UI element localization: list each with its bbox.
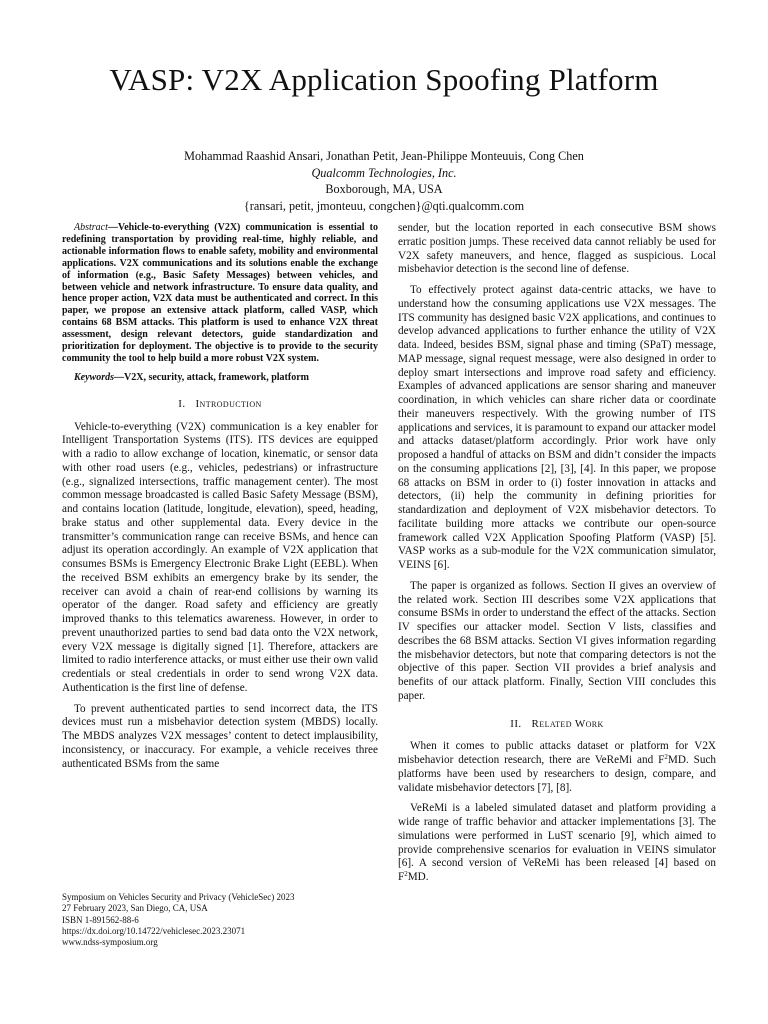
paragraph: sender, but the location reported in each consecutive BSM shows erratic position jumps. These received data cannot reliably be used for V2X safety maneuvers, and hence, flagged as suspicious. Local misbehavior detection is the second line of defense. <box>398 222 716 276</box>
footnote-doi-link[interactable]: https://dx.doi.org/10.14722/vehiclesec.2023.23071 <box>62 925 246 936</box>
superscript: 2 <box>664 753 668 761</box>
section-title: Related Work <box>531 717 604 730</box>
keywords <box>62 372 378 384</box>
footnote-line: 27 February 2023, San Diego, CA, USA <box>62 903 208 914</box>
footnote-line: Symposium on Vehicles Security and Privacy (VehicleSec) 2023 <box>62 892 295 902</box>
paper-title: VASP: V2X Application Spoofing Platform <box>109 62 659 97</box>
footnote-website-link[interactable]: www.ndss-symposium.org <box>62 937 158 948</box>
abstract-text: —Vehicle-to-everything (V2X) communication is essential to redefining transportation by providing real-time, highly reliable, and actionable information flows to enable safety, mobility and environmental applications. V2X communications and its solutions enable the exchange of information (e.g., Basic Safety Messages) between vehicles, and between vehicle and network infrastructure. To ensure data quality, and hence proper action, V2X data must be authenticated and correct. In this paper, we propose an extensive attack platform, called VASP, which contains 68 BSM attacks. This platform is used to enhance V2X threat assessment, design relevant detectors, guide standardization and prioritization for deployment. The objective is to provide to the security community the tool to help build a more robust V2X system. <box>62 222 378 364</box>
text-run: MD. Such platforms have been used by researchers to design, compare, and validate misbehavior detectors [7], [8]. <box>398 754 717 794</box>
right-column <box>398 222 716 892</box>
section-heading-introduction <box>62 398 378 412</box>
abstract-label: Abstract <box>74 222 108 233</box>
text-run: MD. <box>407 871 429 883</box>
superscript: 2 <box>404 870 408 878</box>
paragraph: The paper is organized as follows. Section II gives an overview of the related work. Section III describes some V2X applications that consume BSMs in order to understand the effect of the attacks. Section IV specifies our attacker model. Section V lists, classifies and describes the 68 BSM attacks. Section VI gives information regarding the misbehavior detectors, but note that comparing detectors is not the objective of this paper. Section VII provides a brief analysis and benefits of our attack platform. Finally, Section VIII concludes this paper. <box>398 579 716 702</box>
author-names: Mohammad Raashid Ansari, Jonathan Petit, Jean-Philippe Monteuuis, Cong Chen <box>184 149 584 163</box>
footnote <box>62 892 378 948</box>
section-heading-related-work <box>398 718 716 732</box>
abstract <box>62 222 378 365</box>
paragraph <box>398 802 716 885</box>
text-run: VeReMi is a labeled simulated dataset and platform providing a wide range of traffic behavior and attacker implementations [3]. The simulations were performed in LuST scenario [9], which aimed to provide comprehensive scenarios for evaluation in VEINS simulator [6]. A second version of VeReMi has been released [4] based on F <box>398 802 716 883</box>
left-column <box>62 222 378 778</box>
text-run: When it comes to public attacks dataset or platform for V2X misbehavior detection research, there are VeReMi and F <box>398 740 716 766</box>
section-title: Introduction <box>195 397 262 410</box>
affiliation: Qualcomm Technologies, Inc. <box>311 165 457 180</box>
paragraph <box>398 740 716 795</box>
section-number: I. <box>178 397 186 410</box>
paragraph: Vehicle-to-everything (V2X) communication is a key enabler for Intelligent Transportation Systems (ITS). ITS devices are equipped with a radio to allow exchange of location, kinematic, or sensor data with other road users (e.g., vehicles, pedestrians) or infrastructure (e.g., signalized intersections, traffic management center). The most common message broadcasted is called Basic Safety Message (BSM), and contains location (latitude, longitude, elevation), speed, heading, brake status and other supplemental data. Every device in the transmitter’s communication range can receive BSMs, and hence can adjust its operation accordingly. An example of V2X application that consumes BSMs is Emergency Electronic Brake Light (EEBL). When the received BSM exhibits an emergency brake by its sender, the receiver can avoid a chain of rear-end collisions by warning its operator of the danger. Road safety and efficiency are greatly improved thanks to this telematics awareness. However, in order to prevent unauthorized parties to send bad data onto the V2X network, every V2X message is digitally signed [1]. Therefore, attackers are limited to radio interference attacks, or must either use their own valid credentials or steal credentials in order to send wrong V2X data. Authentication is the first line of defense. <box>62 420 378 694</box>
keywords-text: —V2X, security, attack, framework, platform <box>114 371 309 383</box>
emails: {ransari, petit, jmonteuu, congchen}@qti.qualcomm.com <box>243 198 525 213</box>
paragraph: To prevent authenticated parties to send incorrect data, the ITS devices must run a misbehavior detection system (MBDS) locally. The MBDS analyzes V2X messages’ content to detect implausibility, inconsistency, or inaccuracy. For example, a vehicle receives three authenticated BSMs from the same <box>62 702 378 770</box>
location: Boxborough, MA, USA <box>325 182 443 196</box>
footnote-line: ISBN 1-891562-88-6 <box>62 914 139 925</box>
paragraph: To effectively protect against data-centric attacks, we have to understand how the consuming applications use V2X messages. The ITS community has designed basic V2X applications, and continues to develop advanced applications to further enhance the utility of V2X data. Indeed, besides BSM, signal phase and timing (SPaT) message, MAP message, signal request message, were also designed in order to deploy smart intersections and improve road safety and efficiency. Examples of advanced applications are sensor sharing and maneuver coordination, in which vehicles can share richer data or coordinate their maneuvers respectively. With the growing number of ITS applications and services, it is paramount to expand our attacker model and attacks dataset/platform accordingly. Prior work have only proposed a handful of attacks on BSM and didn’t consider the impacts on the consuming applications [2], [3], [4]. In this paper, we propose 68 attacks on BSM in order to (i) foster innovation in attacks and detectors, (ii) help the community in defining priorities for standardization and deployment of V2X misbehavior detectors. To facilitate building more attacks we contribute our open-source framework called V2X Application Spoofing Platform (VASP) [5]. VASP works as a sub-module for the V2X communication simulator, VEINS [6]. <box>398 284 716 571</box>
section-number: II. <box>510 717 522 730</box>
keywords-label: Keywords <box>74 371 114 383</box>
author-block <box>0 148 768 214</box>
